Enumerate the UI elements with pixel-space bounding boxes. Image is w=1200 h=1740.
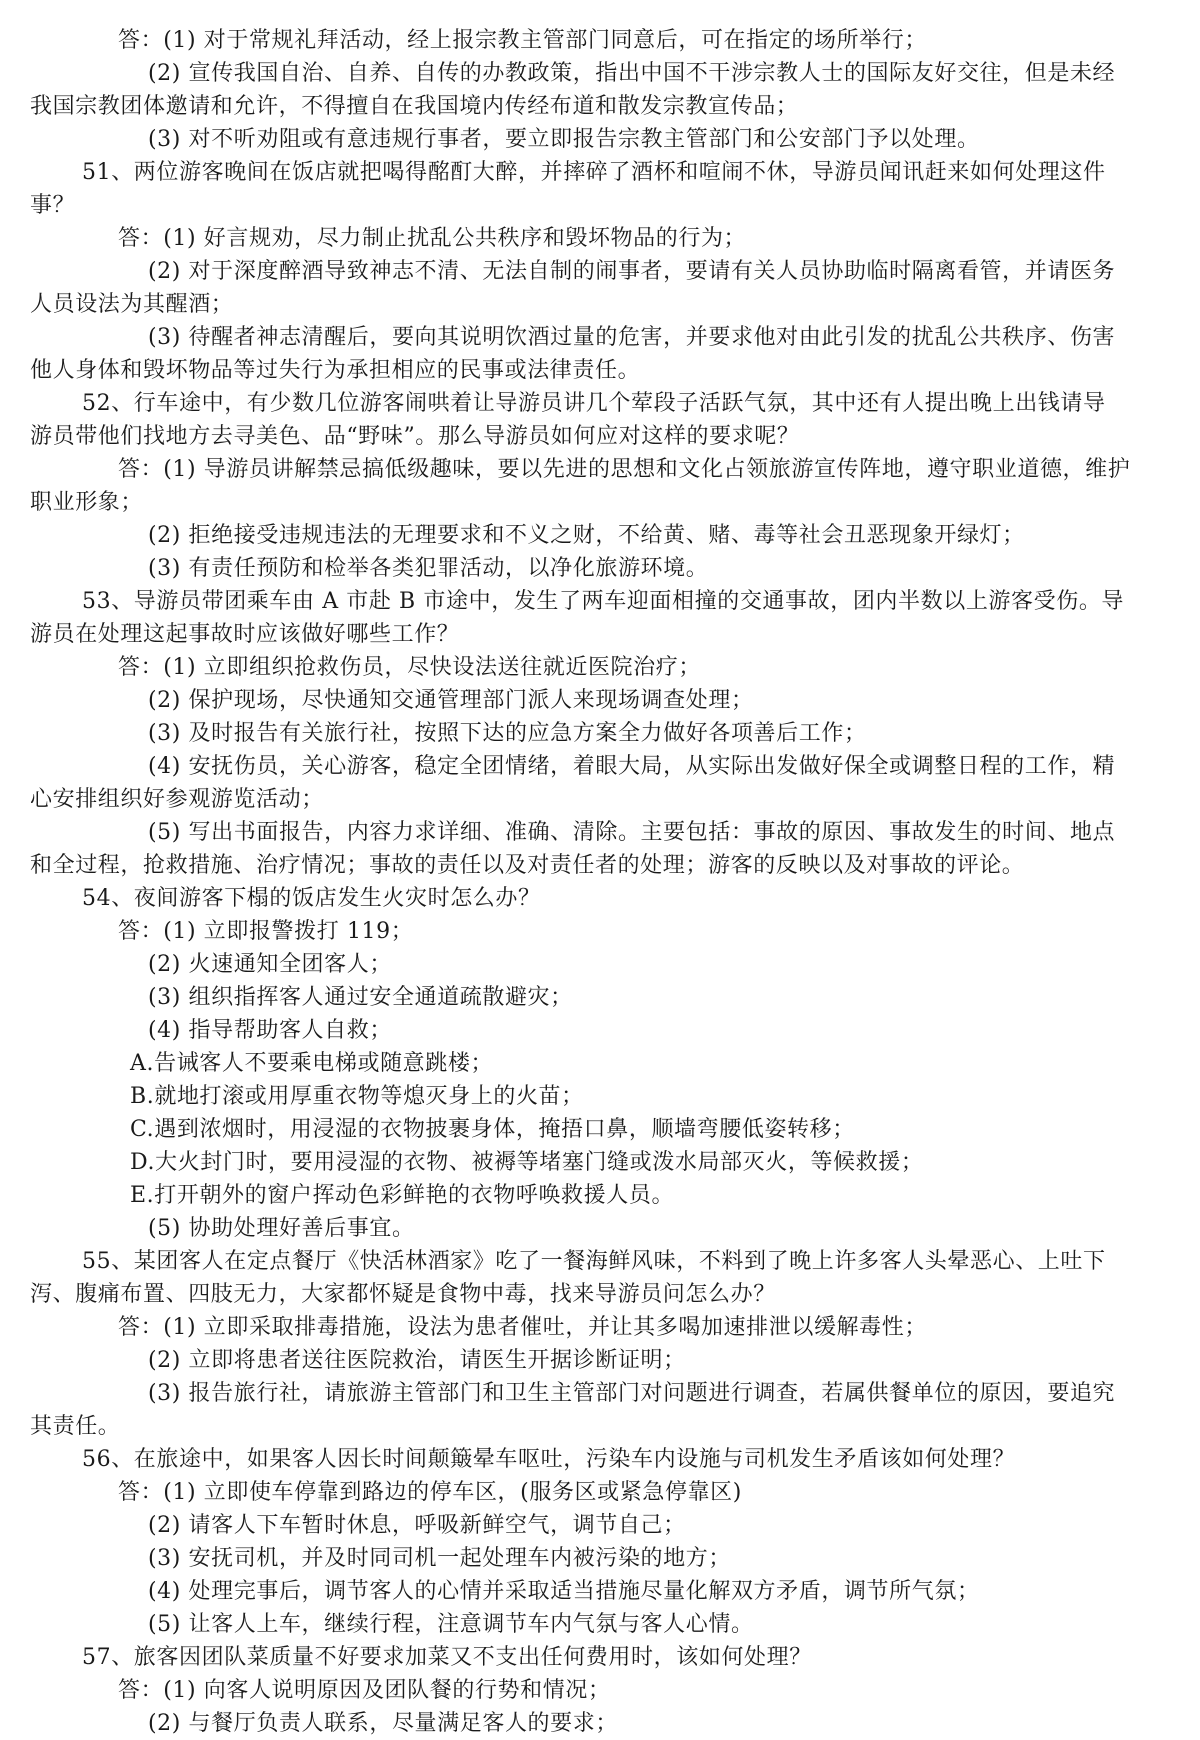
answer-item: (2) 保护现场，尽快通知交通管理部门派人来现场调查处理； (148, 688, 754, 713)
answer-continuation: 心安排组织好参观游览活动； (30, 787, 324, 812)
answer-continuation: 人员设法为其醒酒； (30, 292, 234, 317)
question-continuation: 泻、腹痛布置、四肢无力，大家都怀疑是食物中毒，找来导游员问怎么办？ (30, 1282, 776, 1307)
answer-item: (5) 让客人上车，继续行程，注意调节车内气氛与客人心情。 (148, 1612, 754, 1637)
answer-item: (2) 立即将患者送往医院救治，请医生开据诊断证明； (148, 1348, 686, 1373)
answer-item: (3) 有责任预防和检举各类犯罪活动，以净化旅游环境。 (148, 556, 709, 581)
question-51: 51、两位游客晚间在饭店就把喝得酩酊大醉，并摔碎了酒杯和喧闹不休，导游员闻讯赶来如何处理这件 (82, 160, 1106, 185)
answer-item: (2) 对于深度醉酒导致神志不清、无法自制的闹事者，要请有关人员协助临时隔离看管，并请医务 (148, 259, 1116, 284)
question-continuation: 游员带他们找地方去寻美色、品“野味”。那么导游员如何应对这样的要求呢？ (30, 424, 800, 449)
answer-item: (2) 与餐厅负责人联系，尽量满足客人的要求； (148, 1711, 618, 1736)
question-56: 56、在旅途中，如果客人因长时间颠簸晕车呕吐，污染车内设施与司机发生矛盾该如何处理？ (82, 1447, 1016, 1472)
answer-continuation: 我国宗教团体邀请和允许，不得擅自在我国境内传经布道和散发宗教宣传品； (30, 94, 799, 119)
answer-subitem: B.就地打滚或用厚重衣物等熄灭身上的火苗； (130, 1084, 584, 1109)
answer-subitem: A.告诫客人不要乘电梯或随意跳楼； (130, 1051, 494, 1076)
answer-item: (2) 拒绝接受违规违法的无理要求和不义之财，不给黄、赌、毒等社会丑恶现象开绿灯； (148, 523, 1025, 548)
answer-line: 答：(1) 立即采取排毒措施，设法为患者催吐，并让其多喝加速排泄以缓解毒性； (118, 1315, 927, 1340)
answer-continuation: 职业形象； (30, 490, 144, 515)
answer-line: 答：(1) 对于常规礼拜活动，经上报宗教主管部门同意后，可在指定的场所举行； (118, 28, 927, 53)
answer-subitem: D.大火封门时，要用浸湿的衣物、被褥等堵塞门缝或泼水局部灭火，等候救援； (130, 1150, 924, 1175)
answer-item: (4) 处理完事后，调节客人的心情并采取适当措施尽量化解双方矛盾，调节所气氛； (148, 1579, 980, 1604)
answer-continuation: 和全过程，抢救措施、治疗情况；事故的责任以及对责任者的处理；游客的反映以及对事故的评论。 (30, 853, 1025, 878)
question-continuation: 事？ (30, 193, 76, 218)
answer-line: 答：(1) 向客人说明原因及团队餐的行势和情况； (118, 1678, 611, 1703)
answer-continuation: 其责任。 (30, 1414, 121, 1439)
answer-line: 答：(1) 立即使车停靠到路边的停车区，(服务区或紧急停靠区) (118, 1480, 742, 1505)
answer-item: (2) 请客人下车暂时休息，呼吸新鲜空气，调节自己； (148, 1513, 686, 1538)
question-52: 52、行车途中，有少数几位游客闹哄着让导游员讲几个荤段子活跃气氛，其中还有人提出晚上出钱请导 (82, 391, 1106, 416)
question-continuation: 游员在处理这起事故时应该做好哪些工作？ (30, 622, 460, 647)
answer-item: (3) 报告旅行社，请旅游主管部门和卫生主管部门对问题进行调查，若属供餐单位的原因，要追究 (148, 1381, 1116, 1406)
answer-line: 答：(1) 立即组织抢救伤员，尽快设法送往就近医院治疗； (118, 655, 701, 680)
answer-item: (4) 指导帮助客人自救； (148, 1018, 392, 1043)
answer-line: 答：(1) 导游员讲解禁忌搞低级趣味，要以先进的思想和文化占领旅游宣传阵地，遵守职业道德，维护 (118, 457, 1131, 482)
answer-subitem: E.打开朝外的窗户挥动色彩鲜艳的衣物呼唤救援人员。 (130, 1183, 675, 1208)
question-54: 54、夜间游客下榻的饭店发生火灾时怎么办？ (82, 886, 541, 911)
answer-item: (3) 组织指挥客人通过安全通道疏散避灾； (148, 985, 573, 1010)
answer-item: (5) 协助处理好善后事宜。 (148, 1216, 415, 1241)
answer-item: (2) 宣传我国自治、自养、自传的办教政策，指出中国不干涉宗教人士的国际友好交往，但是未经 (148, 61, 1116, 86)
question-57: 57、旅客因团队菜质量不好要求加菜又不支出任何费用时，该如何处理？ (82, 1645, 812, 1670)
answer-continuation: 他人身体和毁坏物品等过失行为承担相应的民事或法律责任。 (30, 358, 641, 383)
answer-item: (2) 火速通知全团客人； (148, 952, 392, 977)
answer-subitem: C.遇到浓烟时，用浸湿的衣物披裹身体，掩捂口鼻，顺墙弯腰低姿转移； (130, 1117, 855, 1142)
answer-item: (3) 安抚司机，并及时同司机一起处理车内被污染的地方； (148, 1546, 731, 1571)
answer-item: (3) 待醒者神志清醒后，要向其说明饮酒过量的危害，并要求他对由此引发的扰乱公共秩序、伤害 (148, 325, 1116, 350)
question-53: 53、导游员带团乘车由 A 市赴 B 市途中，发生了两车迎面相撞的交通事故，团内半数以上游客受伤。导 (82, 589, 1125, 614)
question-55: 55、某团客人在定点餐厅《快活林酒家》吃了一餐海鲜风味，不料到了晚上许多客人头晕恶心、上吐下 (82, 1249, 1106, 1274)
answer-line: 答：(1) 立即报警拨打 119； (118, 919, 414, 944)
answer-item: (3) 对不听劝阻或有意违规行事者，要立即报告宗教主管部门和公安部门予以处理。 (148, 127, 980, 152)
answer-line: 答：(1) 好言规劝，尽力制止扰乱公共秩序和毁坏物品的行为； (118, 226, 747, 251)
answer-item: (4) 安抚伤员，关心游客，稳定全团情绪，着眼大局，从实际出发做好保全或调整日程的工作，精 (148, 754, 1116, 779)
answer-item: (5) 写出书面报告，内容力求详细、准确、清除。主要包括：事故的原因、事故发生的时间、地点 (148, 820, 1116, 845)
answer-item: (3) 及时报告有关旅行社，按照下达的应急方案全力做好各项善后工作； (148, 721, 867, 746)
